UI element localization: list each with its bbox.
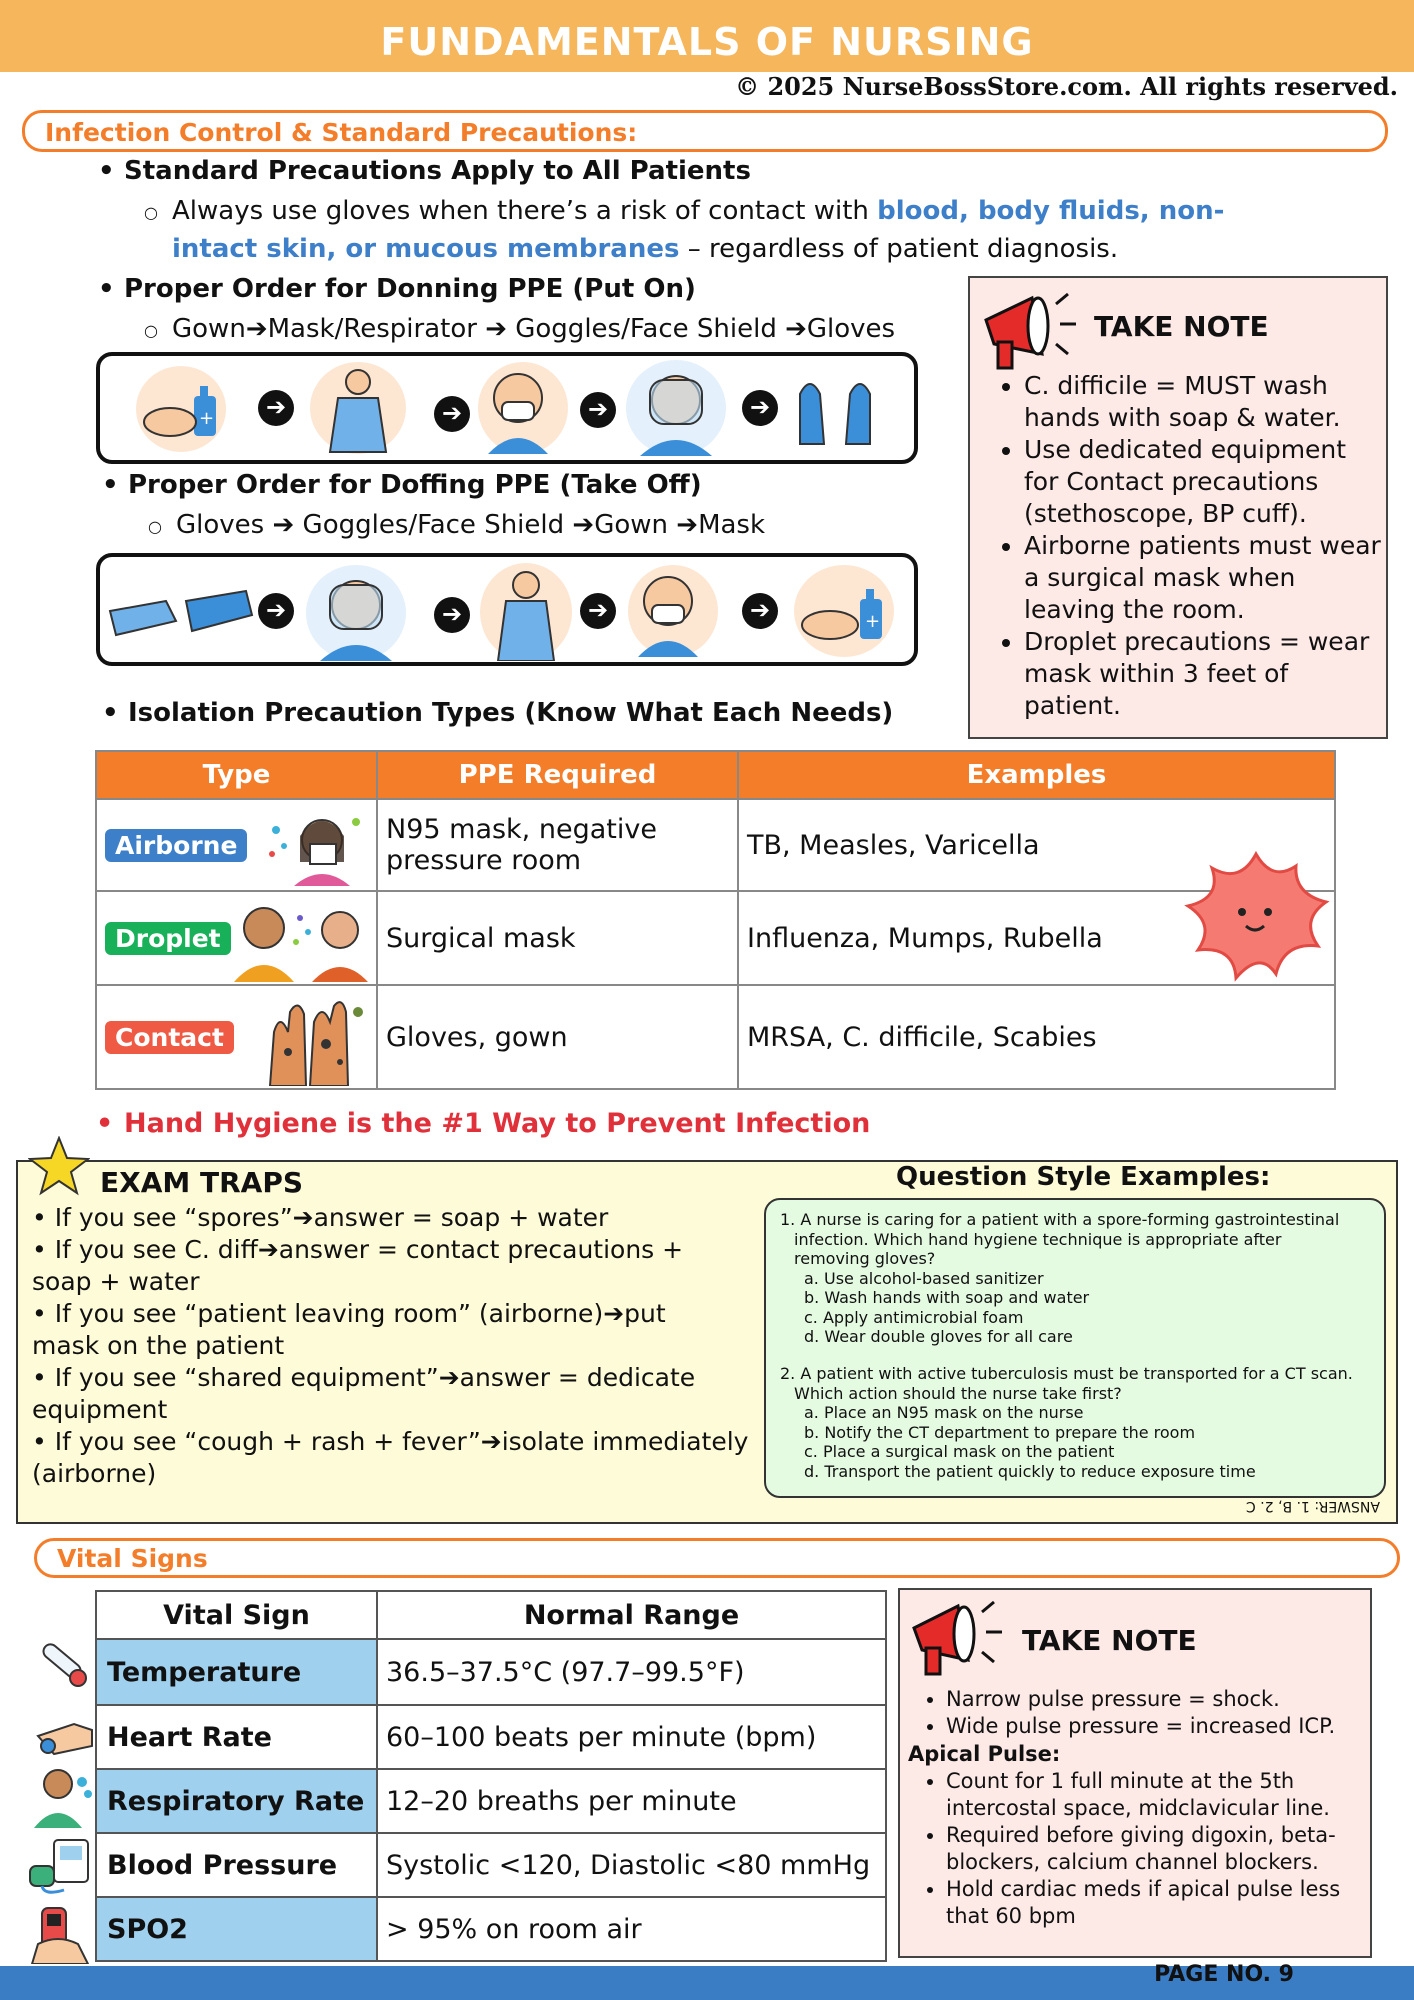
- svg-text:+: +: [199, 408, 215, 429]
- face-shield-icon: [626, 360, 726, 456]
- gloves-icon: [790, 364, 880, 454]
- section-title: Infection Control & Standard Precautions:: [45, 118, 638, 147]
- donning-illustration-strip: [96, 352, 918, 464]
- isolation-heading: • Isolation Precaution Types (Know What Each Needs): [128, 698, 893, 728]
- doffing-illustration-strip: [96, 553, 918, 666]
- option: d. Transport the patient quickly to reduce exposure time: [804, 1461, 1256, 1481]
- arrow-icon: ➔: [434, 597, 470, 633]
- list-item: • Required before giving digoxin, beta-blockers, calcium channel blockers.: [946, 1822, 1364, 1876]
- header-banner: [0, 0, 1414, 72]
- donning-heading: • Proper Order for Donning PPE (Put On): [124, 274, 696, 304]
- mask-icon: [478, 362, 568, 454]
- question-2: 2. A patient with active tuberculosis must be transported for a CT scan. Which action should the nurse take first? a. Place an N95 mask on the nurse b. Notify the CT department to prepare the room c. Place a surgical mask on the patient d. Transport the patient quickly to reduce exposure time: [780, 1364, 1384, 1481]
- table-row: [96, 1897, 886, 1961]
- type-cell: [96, 891, 377, 985]
- glove-removal-icon: [106, 571, 256, 651]
- handwashing-icon: [794, 565, 894, 657]
- type-cell: [96, 985, 377, 1089]
- arrow-icon: ➔: [272, 510, 295, 540]
- mask-icon: [628, 565, 718, 657]
- mask-icon: [628, 565, 718, 657]
- list-item: • Hold cardiac meds if apical pulse less that 60 bpm: [946, 1876, 1364, 1930]
- vital-range: > 95% on room air: [377, 1897, 886, 1961]
- doffing-steps: ○ Gloves ➔ Goggles/Face Shield ➔Gown ➔Mask: [176, 506, 876, 544]
- option: c. Apply antimicrobial foam: [804, 1307, 1024, 1327]
- examples-cell: MRSA, C. difficile, Scabies: [738, 985, 1335, 1089]
- arrow-icon: ➔: [580, 392, 616, 428]
- list-item: • If you see “spores”➔answer = soap + water: [32, 1203, 609, 1232]
- arrow-icon: ➔: [676, 510, 699, 540]
- megaphone-icon: [972, 284, 1082, 374]
- list-item: • If you see “shared equipment”➔answer = dedicate: [32, 1363, 696, 1392]
- vital-range: 12–20 breaths per minute: [377, 1769, 886, 1833]
- isolation-table: [95, 750, 1336, 1090]
- option: d. Wear double gloves for all care: [804, 1327, 1073, 1346]
- gown-icon: [310, 362, 406, 454]
- table-row: [96, 1833, 886, 1897]
- take-note-list: [918, 1686, 1368, 1740]
- column-header: Normal Range: [377, 1591, 886, 1639]
- gown-icon: [310, 362, 406, 454]
- vital-name: Temperature: [96, 1639, 377, 1705]
- megaphone-icon: [902, 1594, 1006, 1680]
- arrow-icon: ➔: [742, 390, 778, 426]
- page-title: FUNDAMENTALS OF NURSING: [380, 20, 1034, 64]
- gown-removal-icon: [480, 563, 572, 661]
- apical-pulse-heading: Apical Pulse:: [908, 1742, 1061, 1766]
- column-header: Vital Sign: [96, 1591, 377, 1639]
- vital-signs-table: [95, 1590, 887, 1962]
- mask-icon: [478, 362, 568, 454]
- ppe-cell: Gloves, gown: [377, 985, 738, 1089]
- table-header-row: [96, 1591, 886, 1639]
- arrow-icon: ➔: [434, 396, 470, 432]
- type-cell: [96, 799, 377, 891]
- option: b. Notify the CT department to prepare the room: [804, 1422, 1196, 1442]
- standard-precautions-text: ○ Always use gloves when there’s a risk of contact with blood, body fluids, non- intact skin, or mucous membranes – regardless of patient diagnosis.: [172, 192, 1332, 268]
- option: b. Wash hands with soap and water: [804, 1288, 1090, 1307]
- glove-removal-icon: [106, 571, 256, 651]
- section-vital-signs: [34, 1538, 1400, 1578]
- list-item: equipment: [32, 1395, 168, 1424]
- table-row: [96, 799, 1335, 891]
- donning-steps: ○ Gown➔Mask/Respirator ➔ Goggles/Face Shield ➔Gloves: [172, 310, 972, 348]
- list-item: • Count for 1 full minute at the 5th intercostal space, midclavicular line.: [946, 1768, 1364, 1822]
- vital-name: SPO2: [96, 1897, 377, 1961]
- breathing-person-icon: [30, 1762, 94, 1828]
- examples-cell: Influenza, Mumps, Rubella: [738, 891, 1335, 985]
- airborne-tag: Airborne: [105, 829, 247, 862]
- face-shield-icon: [306, 565, 406, 661]
- list-item: • If you see C. diff➔answer = contact precautions +: [32, 1235, 684, 1264]
- handwashing-icon: [136, 366, 226, 452]
- list-item: • If you see “patient leaving room” (airborne)➔put: [32, 1299, 666, 1328]
- take-note-title: TAKE NOTE: [1094, 310, 1269, 343]
- option: a. Place an N95 mask on the nurse: [804, 1403, 1084, 1422]
- section-title: Vital Signs: [57, 1544, 208, 1573]
- thermometer-icon: [30, 1632, 92, 1692]
- pulse-oximeter-icon: [28, 1904, 98, 1964]
- face-shield-icon: [306, 565, 406, 661]
- take-note-title: TAKE NOTE: [1022, 1624, 1197, 1657]
- coughing-people-icon: [224, 896, 374, 982]
- standard-precautions-heading: • Standard Precautions Apply to All Patients: [124, 156, 751, 186]
- list-item: mask on the patient: [32, 1331, 285, 1360]
- vital-range: 36.5–37.5°C (97.7–99.5°F): [377, 1639, 886, 1705]
- question-examples-title: Question Style Examples:: [896, 1162, 1271, 1192]
- take-note-box: [898, 1588, 1372, 1958]
- table-row: [96, 1639, 886, 1705]
- table-row: [96, 1705, 886, 1769]
- face-shield-icon: [626, 360, 726, 456]
- hand-hygiene-point: • Hand Hygiene is the #1 Way to Prevent Infection: [96, 1108, 871, 1139]
- handwashing-icon: [136, 366, 226, 452]
- exam-traps-title: EXAM TRAPS: [100, 1166, 304, 1199]
- droplet-tag: Droplet: [105, 922, 231, 955]
- column-header: PPE Required: [377, 751, 738, 799]
- arrow-icon: ➔: [245, 314, 268, 344]
- answer-key: ANSWER: 1. B, 2. C: [1246, 1498, 1380, 1514]
- ppe-cell: Surgical mask: [377, 891, 738, 985]
- svg-text:+: +: [865, 611, 881, 632]
- blood-pressure-monitor-icon: [24, 1834, 94, 1898]
- vital-range: Systolic <120, Diastolic <80 mmHg: [377, 1833, 886, 1897]
- list-item: (airborne): [32, 1459, 157, 1488]
- list-item: • Wide pulse pressure = increased ICP.: [946, 1713, 1368, 1740]
- table-row: [96, 985, 1335, 1089]
- table-header-row: [96, 751, 1335, 799]
- list-item: • Droplet precautions = wear mask within 3 feet of patient.: [1024, 626, 1386, 722]
- list-item: soap + water: [32, 1267, 200, 1296]
- contact-tag: Contact: [105, 1021, 234, 1054]
- table-row: [96, 891, 1335, 985]
- pulse-hand-icon: [34, 1706, 96, 1758]
- examples-cell: TB, Measles, Varicella: [738, 799, 1335, 891]
- list-item: • Airborne patients must wear a surgical mask when leaving the room.: [1024, 530, 1386, 626]
- take-note-box: [968, 276, 1388, 739]
- germ-mascot-icon: [1176, 842, 1336, 992]
- arrow-icon: ➔: [572, 510, 595, 540]
- section-infection-control: [22, 110, 1388, 152]
- handwashing-icon: [794, 565, 894, 657]
- exam-traps-list: [32, 1202, 772, 1490]
- doffing-heading: • Proper Order for Doffing PPE (Take Off): [128, 470, 702, 500]
- arrow-icon: ➔: [258, 593, 294, 629]
- vital-name: Heart Rate: [96, 1705, 377, 1769]
- arrow-icon: ➔: [580, 593, 616, 629]
- question-1: 1. A nurse is caring for a patient with a spore-forming gastrointestinal infection. Which hand hygiene technique is appropriate after removing gloves? a. Use alcohol-based sanitizer b. Wash hands with soap and water c. Apply antimicrobial foam d. Wear double gloves for all care: [780, 1210, 1384, 1347]
- gloves-icon: [790, 364, 880, 454]
- arrow-icon: ➔: [258, 390, 294, 426]
- vital-range: 60–100 beats per minute (bpm): [377, 1705, 886, 1769]
- contaminated-hands-icon: [260, 992, 370, 1086]
- column-header: Examples: [738, 751, 1335, 799]
- list-item: • Use dedicated equipment for Contact precautions (stethoscope, BP cuff).: [1024, 434, 1386, 530]
- vital-name: Respiratory Rate: [96, 1769, 377, 1833]
- arrow-icon: ➔: [742, 593, 778, 629]
- ppe-cell: N95 mask, negative pressure room: [377, 799, 738, 891]
- question-examples-box: [764, 1198, 1386, 1498]
- vital-name: Blood Pressure: [96, 1833, 377, 1897]
- list-item: • If you see “cough + rash + fever”➔isolate immediately: [32, 1427, 749, 1456]
- gown-removal-icon: [480, 563, 572, 661]
- star-icon: [28, 1136, 90, 1196]
- exam-traps-panel: [16, 1160, 1398, 1524]
- list-item: • Narrow pulse pressure = shock.: [946, 1686, 1368, 1713]
- table-row: [96, 1769, 886, 1833]
- apical-pulse-list: [918, 1768, 1364, 1930]
- sneezing-person-icon: [260, 806, 370, 886]
- page-number: PAGE NO. 9: [1154, 1962, 1294, 1987]
- arrow-icon: ➔: [785, 314, 807, 344]
- arrow-icon: ➔: [485, 314, 507, 344]
- option: c. Place a surgical mask on the patient: [804, 1442, 1115, 1461]
- option: a. Use alcohol-based sanitizer: [804, 1268, 1044, 1288]
- take-note-list: [996, 370, 1386, 722]
- column-header: Type: [96, 751, 377, 799]
- copyright: © 2025 NurseBossStore.com. All rights reserved.: [735, 72, 1398, 101]
- list-item: • C. difficile = MUST wash hands with soap & water.: [1024, 370, 1386, 434]
